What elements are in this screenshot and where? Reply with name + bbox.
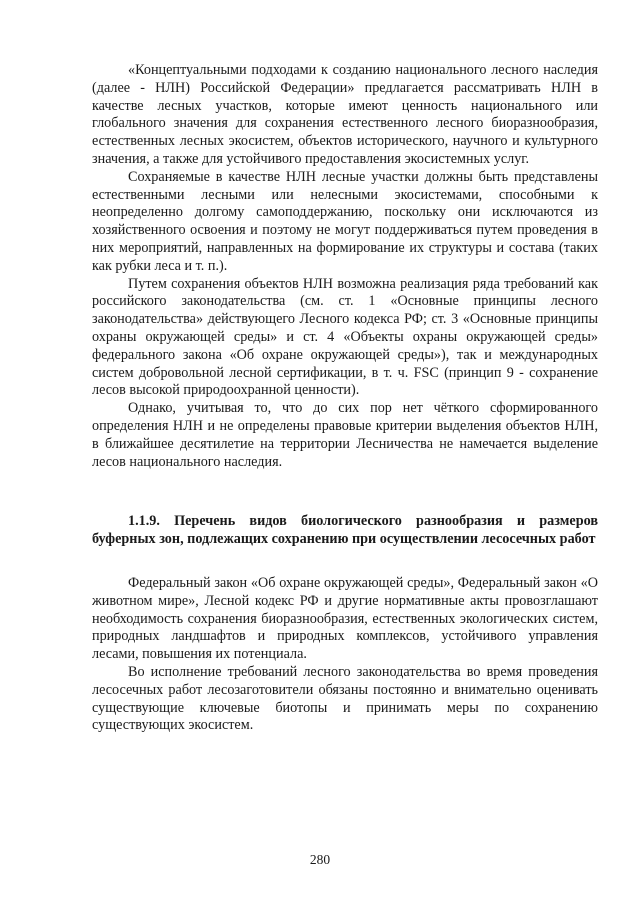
paragraph-nln-legislation: Путем сохранения объектов НЛН возможна реализация ряда требований как российского законодательства (см. ст. 1 «Основные принципы лесного законодательства» действующего Лесного кодекса РФ; ст. 3 «Основные принципы охраны окружающей среды» и ст. 4 «Объекты охраны окружающей среды» федерального закона «Об охране окружающей среды»), так и международных систем добровольной лесной сертификации, в т. ч. FSC (принцип 9 - сохранение лесов высокой природоохранной ценности). [92, 275, 598, 399]
paragraph-nln-ecosystems: Сохраняемые в качестве НЛН лесные участки должны быть представлены естественными лесными или нелесными экосистемами, способными к неопределенно долгому самоподдержанию, поскольку они исключаются из хозяйственного освоения и поэтому не могут поддерживаться путем проведения в них мероприятий, направленных на формирование их структуры и состава (таких как рубки леса и т. п.). [92, 168, 598, 274]
section-body [92, 575, 598, 735]
section-heading: 1.1.9. Перечень видов биологического разнообразия и размеров буферных зон, подлежащих сохранению при осуществлении лесосечных работ [92, 513, 598, 548]
document-page [92, 62, 598, 735]
paragraph-nln-conclusion: Однако, учитывая то, что до сих пор нет чёткого сформированного определения НЛН и не определены правовые критерии выделения объектов НЛН, в ближайшее десятилетие на территории Лесничества не намечается выделение лесов национального наследия. [92, 400, 598, 470]
page-number: 280 [309, 852, 331, 867]
paragraph-nln-concept: «Концептуальными подходами к созданию национального лесного наследия (далее - НЛН) Российской Федерации» предлагается рассматривать НЛН в качестве лесных участков, которые имеют ценность национального или глобального значения для сохранения естественного лесного биоразнообразия, естественных лесных экосистем, объектов исторического, научного и культурного значения, а также для устойчивого предоставления экосистемных услуг. [92, 62, 598, 167]
paragraph-logging-requirements: Во исполнение требований лесного законодательства во время проведения лесосечных работ лесозаготовители обязаны постоянно и внимательно оценивать существующие ключевые биотопы и принимать меры по сохранению существующих экосистем. [92, 663, 598, 734]
paragraph-biodiversity-laws: Федеральный закон «Об охране окружающей среды», Федеральный закон «О животном мире», Лесной кодекс РФ и другие нормативные акты провозглашают необходимость сохранения биоразнообразия, естественных экологических систем, природных ландшафтов и природных комплексов, устойчивого управления лесами, повышения их потенциала. [92, 574, 598, 663]
